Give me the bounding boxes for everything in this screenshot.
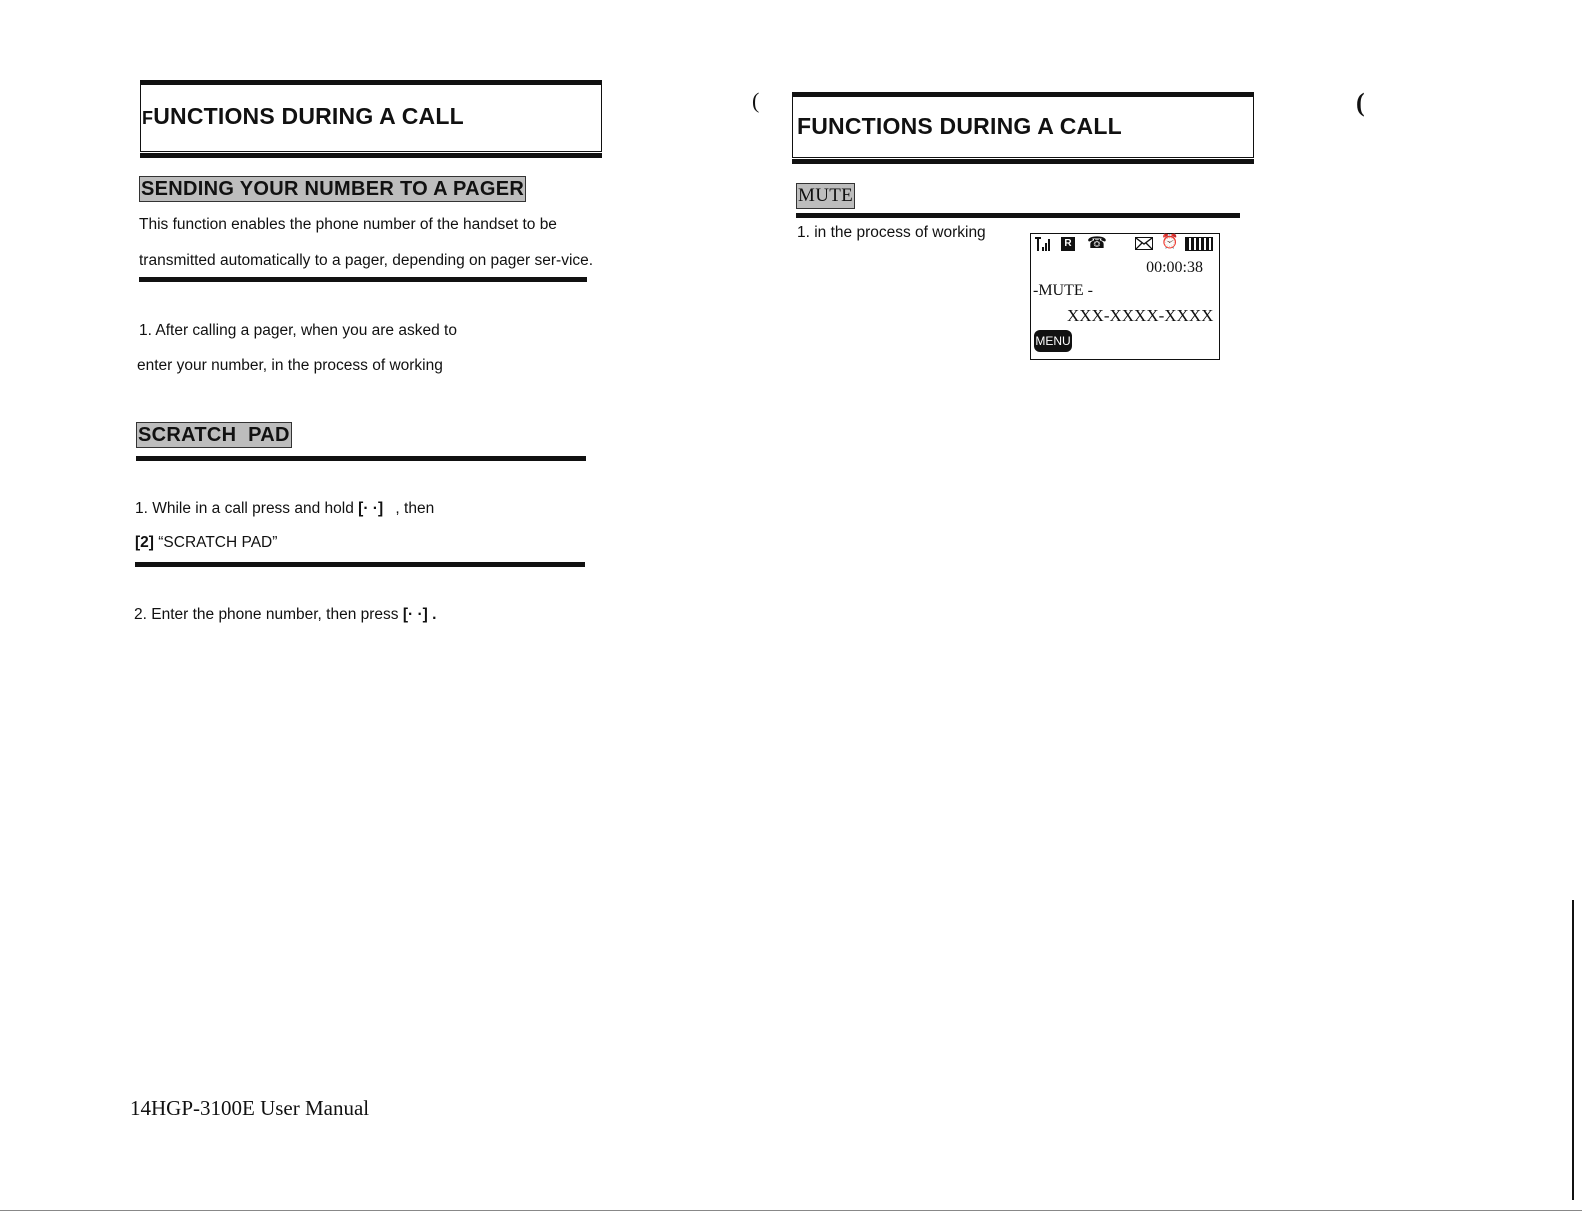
pager-step1-line2: enter your number, in the process of working bbox=[137, 357, 443, 374]
signal-icon bbox=[1035, 237, 1051, 251]
phone-number: XXX-XXXX-XXXX bbox=[1067, 306, 1214, 325]
left-page-title: FUNCTIONS DURING A CALL bbox=[142, 103, 464, 129]
title-first-letter: F bbox=[142, 108, 154, 128]
key-2: [2] bbox=[135, 534, 154, 551]
mute-rule bbox=[796, 213, 1240, 218]
pager-desc-line2: transmitted automatically to a pager, depending on pager ser-vice. bbox=[139, 252, 594, 269]
envelope-icon bbox=[1135, 237, 1153, 250]
scratch-step1-line1: 1. While in a call press and hold [· ·] , then bbox=[135, 500, 435, 517]
mute-step1: 1. in the process of working bbox=[797, 224, 986, 241]
mute-status: -MUTE - bbox=[1033, 282, 1093, 299]
title-bottom-rule bbox=[792, 159, 1254, 164]
scratch-step2: 2. Enter the phone number, then press [· ·] . bbox=[134, 606, 437, 623]
key-symbol: [· ·] bbox=[358, 500, 384, 517]
title-bottom-rule bbox=[140, 153, 602, 158]
section-heading-pager: SENDING YOUR NUMBER TO A PAGER bbox=[141, 178, 525, 200]
scratch-pad-rule bbox=[136, 456, 586, 461]
page-bottom-line bbox=[0, 1210, 1582, 1211]
roaming-icon: R bbox=[1061, 237, 1075, 251]
battery-icon bbox=[1185, 237, 1213, 251]
section-heading-scratch-pad: SCRATCH PAD bbox=[138, 424, 290, 446]
pager-step1-line1: 1. After calling a pager, when you are asked to bbox=[139, 322, 457, 339]
phone-screen bbox=[1030, 233, 1220, 360]
title-top-rule bbox=[140, 80, 602, 84]
scan-mark-left: ( bbox=[752, 88, 760, 113]
pager-desc-line1: This function enables the phone number of the handset to be bbox=[139, 216, 557, 233]
call-timer: 00:00:38 bbox=[1146, 259, 1203, 276]
right-page-title: FUNCTIONS DURING A CALL bbox=[797, 113, 1122, 139]
scratch-step1-rule bbox=[135, 562, 585, 567]
section-heading-mute: MUTE bbox=[796, 183, 855, 209]
pager-rule bbox=[139, 277, 587, 282]
alarm-icon: ⏰ bbox=[1161, 235, 1179, 250]
scratch-step1-line2: [2] “SCRATCH PAD” bbox=[135, 534, 278, 551]
key-symbol: [· ·] . bbox=[402, 606, 437, 623]
scan-mark-right: ( bbox=[1356, 88, 1365, 117]
phone-icon: ☎ bbox=[1087, 235, 1107, 252]
menu-softkey[interactable]: MENU bbox=[1034, 330, 1072, 352]
title-top-rule bbox=[792, 92, 1254, 96]
footer-manual-title: 14HGP-3100E User Manual bbox=[130, 1096, 370, 1120]
page-edge-line bbox=[1572, 900, 1574, 1200]
